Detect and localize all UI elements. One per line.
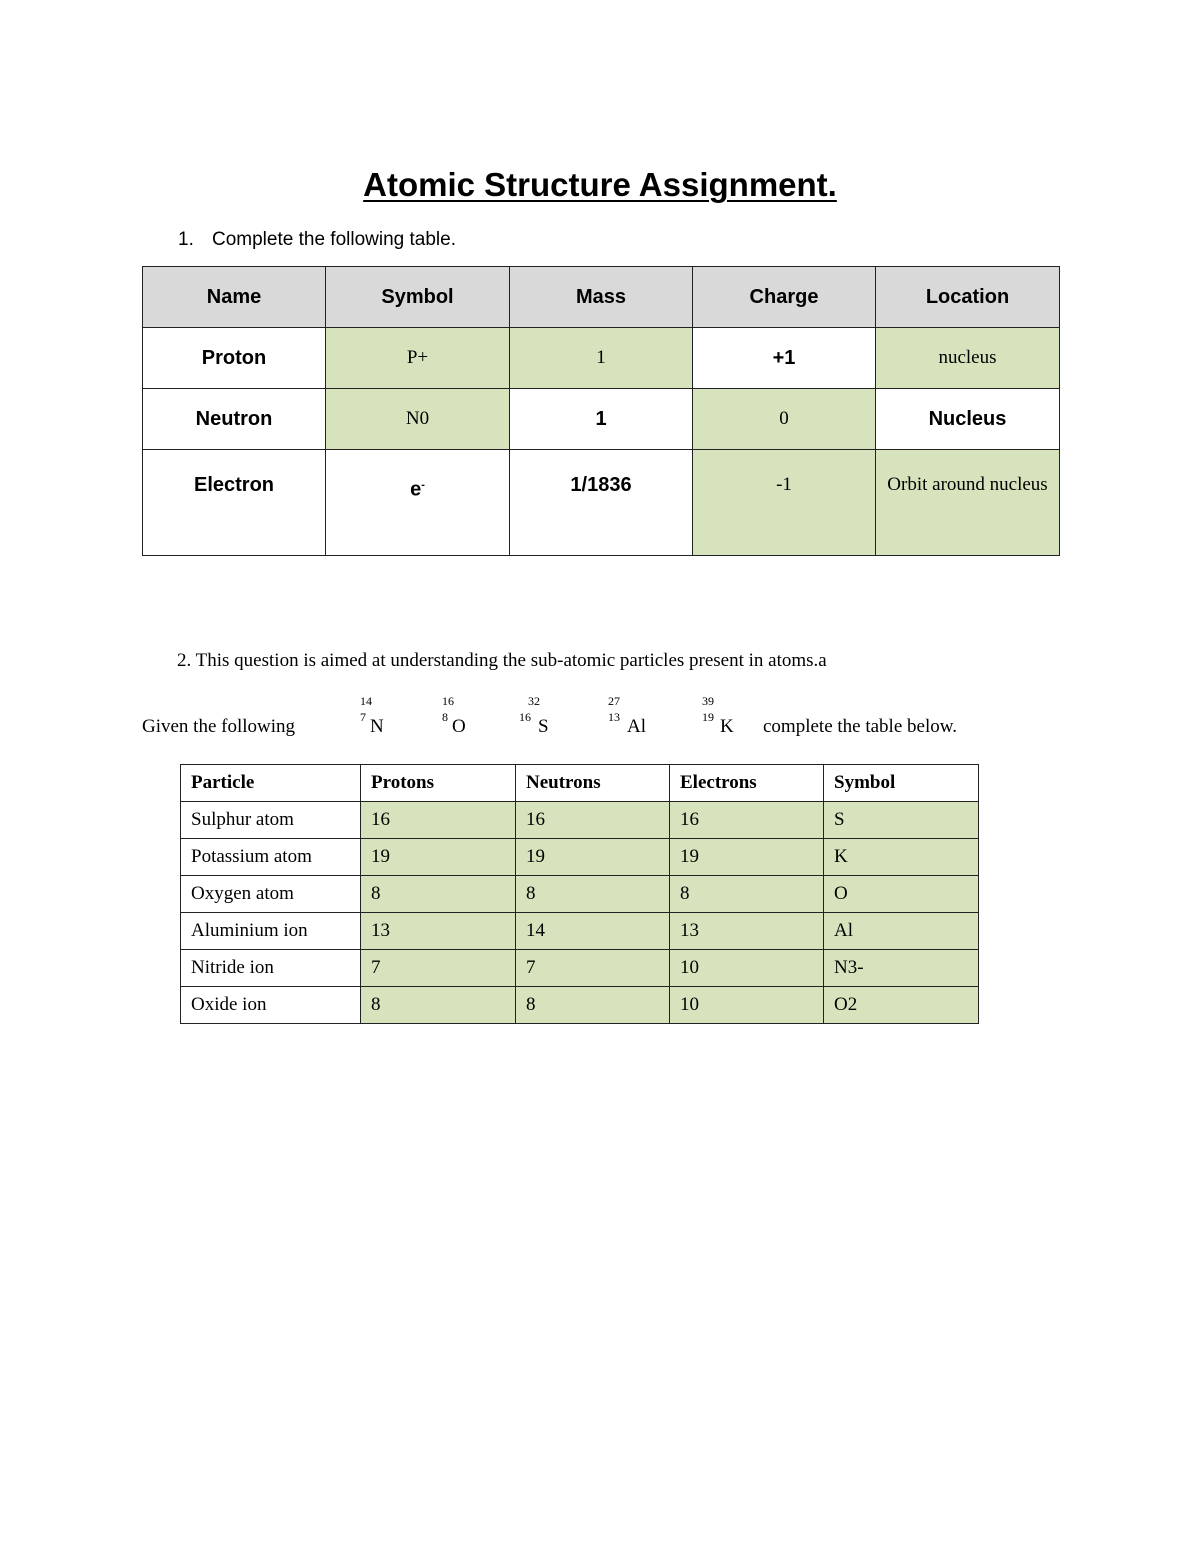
table-row — [143, 450, 1060, 556]
nuclide-oxygen — [442, 694, 466, 738]
answer-cell[interactable]: 8 — [361, 876, 516, 913]
question-1-number: 1. — [178, 229, 194, 250]
cell-particle: Aluminium ion — [181, 913, 361, 950]
header-charge: Charge — [693, 267, 876, 328]
header-particle: Particle — [181, 765, 361, 802]
nuclide-symbol: O — [452, 716, 466, 737]
answer-cell[interactable]: S — [824, 802, 979, 839]
answer-cell[interactable]: 13 — [361, 913, 516, 950]
atomic-number: 16 — [519, 710, 531, 724]
question-2-text: 2. This question is aimed at understanding the sub-atomic particles present in atoms.a — [177, 650, 827, 671]
given-label: Given the following — [142, 716, 296, 737]
table-header-row — [181, 765, 979, 802]
table-row — [181, 839, 979, 876]
nuclide-symbol: N — [370, 716, 384, 737]
header-symbol: Symbol — [824, 765, 979, 802]
answer-cell[interactable]: 0 — [693, 389, 876, 450]
answer-cell[interactable]: 8 — [516, 987, 670, 1024]
nuclide-aluminium — [608, 694, 646, 738]
nuclide-potassium — [702, 694, 734, 738]
answer-cell[interactable]: 13 — [670, 913, 824, 950]
instruction-tail: complete the table below. — [763, 716, 957, 737]
table-header-row — [143, 267, 1060, 328]
answer-cell[interactable]: Al — [824, 913, 979, 950]
cell-name: Proton — [143, 328, 326, 389]
answer-cell[interactable]: 10 — [670, 987, 824, 1024]
table-row — [181, 913, 979, 950]
answer-cell[interactable]: K — [824, 839, 979, 876]
header-electrons: Electrons — [670, 765, 824, 802]
answer-cell[interactable]: N3- — [824, 950, 979, 987]
table-row — [181, 950, 979, 987]
answer-cell[interactable]: 7 — [516, 950, 670, 987]
cell-name: Electron — [143, 450, 326, 556]
cell-particle: Sulphur atom — [181, 802, 361, 839]
cell-mass: 1 — [510, 389, 693, 450]
answer-cell[interactable]: 16 — [670, 802, 824, 839]
cell-symbol — [326, 450, 510, 556]
mass-number: 39 — [702, 694, 714, 708]
header-neutrons: Neutrons — [516, 765, 670, 802]
nuclide-symbol: Al — [627, 716, 646, 737]
answer-cell[interactable]: 8 — [361, 987, 516, 1024]
atomic-number: 7 — [360, 710, 366, 724]
answer-cell[interactable]: nucleus — [876, 328, 1060, 389]
electron-superscript: - — [421, 479, 425, 491]
header-mass: Mass — [510, 267, 693, 328]
cell-mass: 1/1836 — [510, 450, 693, 556]
answer-cell[interactable]: -1 — [693, 450, 876, 556]
answer-cell[interactable]: 1 — [510, 328, 693, 389]
cell-location: Nucleus — [876, 389, 1060, 450]
cell-charge: +1 — [693, 328, 876, 389]
table-row — [181, 802, 979, 839]
mass-number: 27 — [608, 694, 620, 708]
answer-cell[interactable]: Orbit around nucleus — [876, 450, 1060, 556]
table-row — [181, 987, 979, 1024]
answer-cell[interactable]: 14 — [516, 913, 670, 950]
answer-cell[interactable]: 19 — [670, 839, 824, 876]
answer-cell[interactable]: 19 — [516, 839, 670, 876]
header-location: Location — [876, 267, 1060, 328]
subatomic-table — [180, 764, 979, 1024]
cell-particle: Nitride ion — [181, 950, 361, 987]
header-symbol: Symbol — [326, 267, 510, 328]
page-title: Atomic Structure Assignment. — [363, 166, 837, 203]
electron-symbol: e — [410, 478, 422, 501]
cell-particle: Potassium atom — [181, 839, 361, 876]
answer-cell[interactable]: 8 — [670, 876, 824, 913]
nuclide-symbol: K — [720, 716, 734, 737]
question-1 — [178, 229, 456, 251]
table-row — [143, 389, 1060, 450]
mass-number: 32 — [528, 694, 540, 708]
answer-cell[interactable]: 16 — [361, 802, 516, 839]
table-row — [143, 328, 1060, 389]
nuclide-nitrogen — [360, 694, 384, 738]
cell-particle: Oxide ion — [181, 987, 361, 1024]
nuclide-symbol: S — [538, 716, 549, 737]
answer-cell[interactable]: N0 — [326, 389, 510, 450]
answer-cell[interactable]: 19 — [361, 839, 516, 876]
answer-cell[interactable]: 16 — [516, 802, 670, 839]
answer-cell[interactable]: 8 — [516, 876, 670, 913]
atomic-number: 8 — [442, 710, 448, 724]
answer-cell[interactable]: 10 — [670, 950, 824, 987]
cell-name: Neutron — [143, 389, 326, 450]
answer-cell[interactable]: O — [824, 876, 979, 913]
atomic-number: 13 — [608, 710, 620, 724]
question-1-text: Complete the following table. — [212, 229, 456, 250]
answer-cell[interactable]: O2 — [824, 987, 979, 1024]
answer-cell[interactable]: P+ — [326, 328, 510, 389]
answer-cell[interactable]: 7 — [361, 950, 516, 987]
header-name: Name — [143, 267, 326, 328]
table-row — [181, 876, 979, 913]
atomic-number: 19 — [702, 710, 714, 724]
particle-table — [142, 266, 1060, 556]
nuclide-sulphur — [519, 694, 549, 738]
mass-number: 14 — [360, 694, 372, 708]
header-protons: Protons — [361, 765, 516, 802]
mass-number: 16 — [442, 694, 454, 708]
cell-particle: Oxygen atom — [181, 876, 361, 913]
